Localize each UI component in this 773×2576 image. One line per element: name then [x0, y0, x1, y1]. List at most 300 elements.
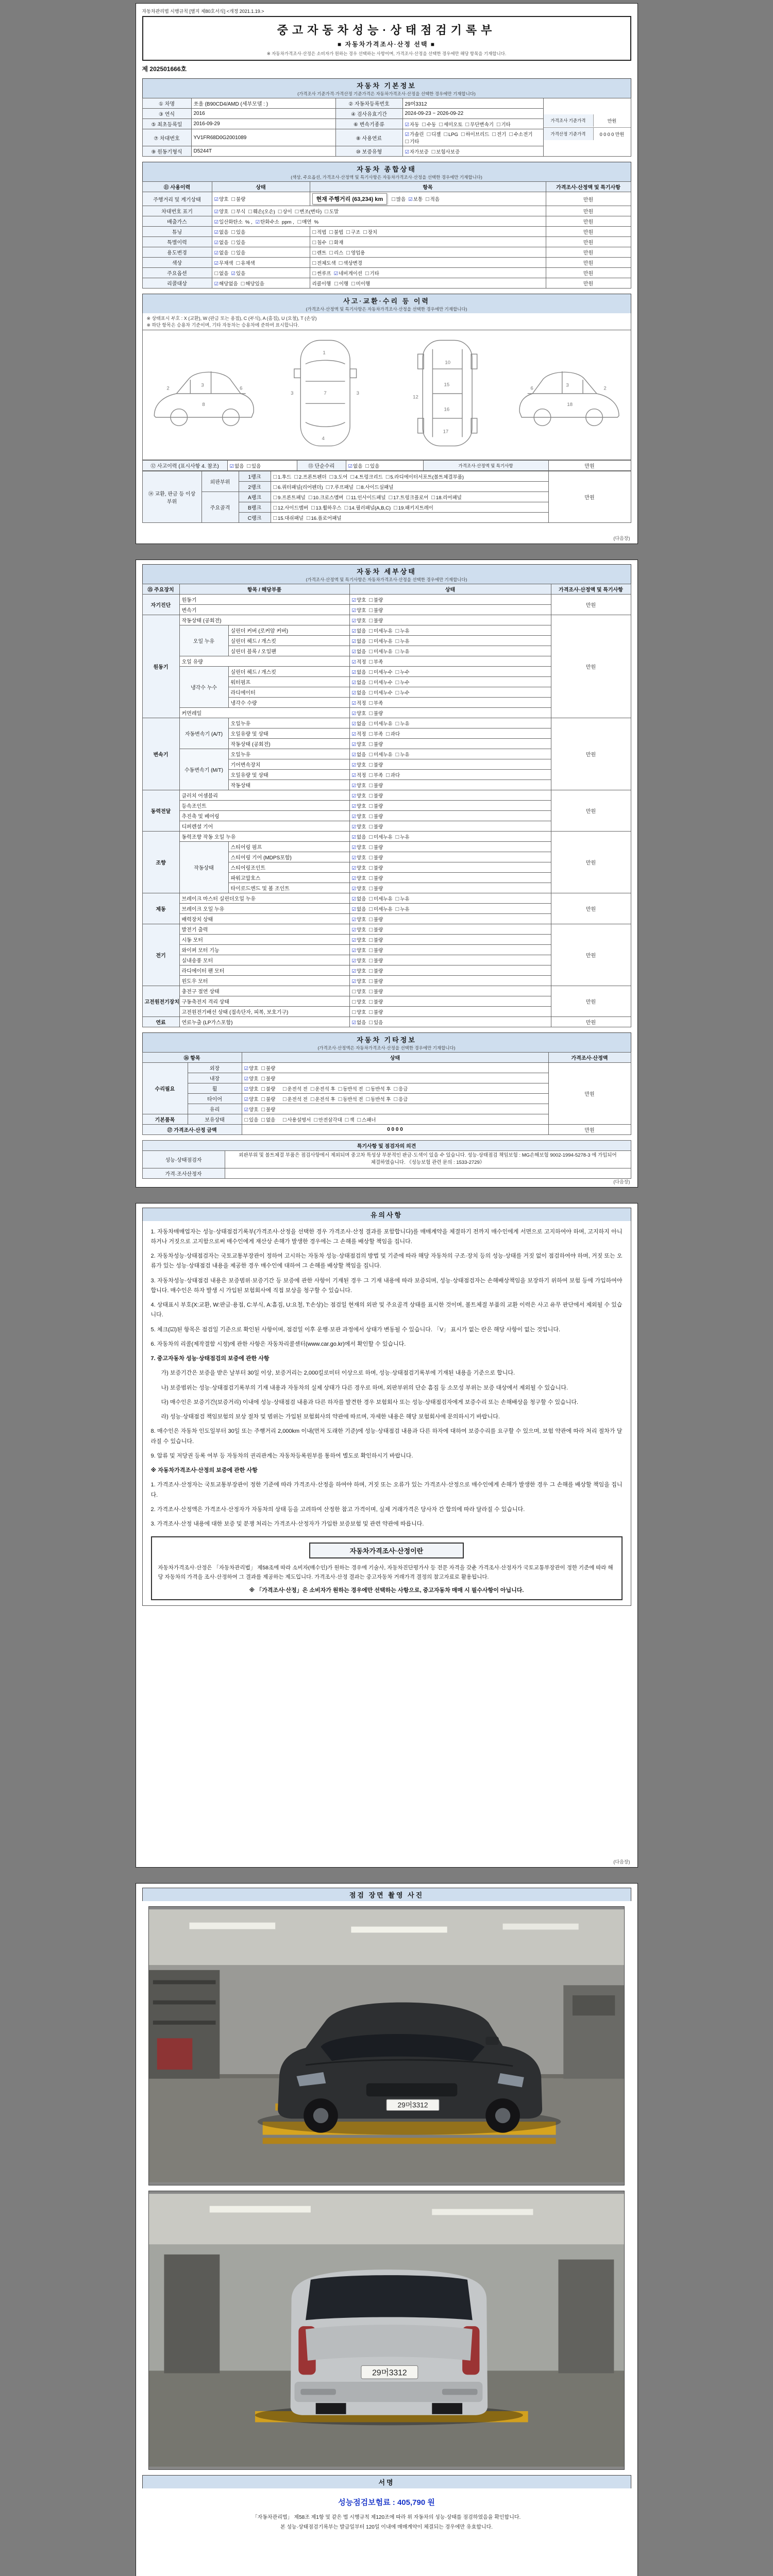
- checkbox-label: 응급: [398, 1096, 408, 1103]
- checkbox-동반석 후[interactable]: [366, 1095, 391, 1103]
- checkbox-상이[interactable]: [278, 208, 292, 215]
- price-cell: 만원: [546, 206, 631, 216]
- checkbox-label: 불량: [373, 927, 383, 933]
- checkbox-누유[interactable]: [395, 648, 410, 655]
- checkbox-불법[interactable]: [329, 228, 343, 235]
- checkbox-양호[interactable]: [352, 957, 366, 964]
- checkbox-미세누유[interactable]: [368, 627, 392, 634]
- checkbox-세미오토[interactable]: [439, 121, 462, 128]
- checked-box-icon: ☑: [351, 659, 357, 665]
- checkbox-적음[interactable]: [425, 195, 440, 202]
- checkbox-기타[interactable]: [405, 138, 419, 145]
- svg-text:6: 6: [530, 385, 533, 392]
- checkbox-label: 동반석 후: [371, 1096, 391, 1103]
- checkbox-동반석 전[interactable]: [338, 1095, 363, 1103]
- checkbox-렌트[interactable]: [312, 249, 327, 256]
- checkbox-불량[interactable]: [368, 957, 383, 964]
- checkbox-label: 없음: [353, 463, 363, 469]
- checkbox-양호[interactable]: [352, 926, 366, 933]
- checkbox-있음[interactable]: [244, 1116, 259, 1123]
- checkbox-색상변경[interactable]: [339, 259, 362, 266]
- state-options: [349, 615, 551, 625]
- checkbox-동반석 전[interactable]: [338, 1085, 363, 1092]
- checkbox-불량[interactable]: [368, 885, 383, 892]
- checkbox-있음[interactable]: [231, 228, 245, 235]
- checkbox-label: 운전석 후: [315, 1096, 335, 1103]
- checkbox-불량[interactable]: [261, 1106, 275, 1113]
- empty-box-icon: ☐: [294, 474, 298, 480]
- checkbox-변조(변타)[interactable]: [295, 208, 322, 215]
- checkbox-화재[interactable]: [329, 239, 343, 246]
- checkbox-안전삼각대[interactable]: [313, 1116, 342, 1123]
- checkbox-양호[interactable]: [214, 208, 229, 215]
- checkbox-없음[interactable]: [352, 668, 366, 675]
- empty-box-icon: ☐: [351, 1009, 357, 1015]
- checkbox-불량[interactable]: [368, 936, 383, 943]
- checkbox-장치[interactable]: [363, 228, 377, 235]
- checkbox-부족[interactable]: [368, 771, 383, 778]
- checkbox-label: 있음: [369, 463, 380, 469]
- state-options: [349, 749, 551, 759]
- checkbox-불량[interactable]: [368, 988, 383, 995]
- checkbox-양호[interactable]: [352, 988, 366, 995]
- checkbox-있음[interactable]: [231, 249, 245, 256]
- svg-text:3: 3: [566, 382, 569, 388]
- checkbox-가솔린[interactable]: [405, 130, 424, 138]
- checkbox-14.필러패널(A,B,C)[interactable]: [344, 504, 391, 511]
- checkbox-있음[interactable]: [231, 239, 245, 246]
- checkbox-양호[interactable]: [352, 874, 366, 882]
- checkbox-전기[interactable]: [492, 130, 506, 138]
- state-options: [212, 227, 310, 237]
- checkbox-응급[interactable]: [394, 1095, 408, 1103]
- field-value: D5244T: [191, 146, 335, 157]
- checkbox-불량[interactable]: [368, 709, 383, 717]
- checkbox-적정[interactable]: [352, 730, 366, 737]
- checkbox-불량[interactable]: [368, 864, 383, 871]
- checkbox-운전석 전[interactable]: [282, 1085, 308, 1092]
- checkbox-양호[interactable]: [352, 977, 366, 985]
- checkbox-label: 양호: [357, 618, 366, 624]
- checkbox-미세누유[interactable]: [368, 720, 392, 727]
- svg-text:3: 3: [291, 390, 294, 396]
- checkbox-양호[interactable]: [352, 885, 366, 892]
- state-options: [349, 873, 551, 883]
- checkbox-양호[interactable]: [352, 843, 366, 851]
- checkbox-없음[interactable]: [352, 679, 366, 686]
- checkbox-미세누유[interactable]: [368, 648, 392, 655]
- checkbox-13.휠하우스[interactable]: [311, 504, 341, 511]
- state-options: [242, 1104, 548, 1114]
- checkbox-6.쿼터패널(리어펜더)[interactable]: [273, 483, 323, 490]
- checkbox-양호[interactable]: [244, 1085, 259, 1092]
- checkbox-label: 무채색: [219, 260, 233, 266]
- checkbox-label: 변조(변타): [299, 209, 322, 215]
- checkbox-수동[interactable]: [422, 121, 436, 128]
- checkbox-운전석 후[interactable]: [310, 1085, 335, 1092]
- checked-box-icon: ☑: [351, 597, 357, 603]
- checkbox-없음[interactable]: [230, 462, 244, 469]
- checkbox-양호[interactable]: [244, 1095, 259, 1103]
- checkbox-하이브리드[interactable]: [461, 130, 489, 138]
- checkbox-19.패키지트레이[interactable]: [393, 504, 433, 511]
- checkbox-양호[interactable]: [244, 1064, 259, 1072]
- checkbox-1.후드[interactable]: [273, 473, 292, 480]
- checkbox-불량[interactable]: [261, 1095, 275, 1103]
- rank-items: [271, 502, 548, 513]
- empty-box-icon: ☐: [338, 1096, 343, 1103]
- checkbox-없음[interactable]: [352, 751, 366, 758]
- checkbox-불량[interactable]: [368, 946, 383, 954]
- checkbox-없음[interactable]: [352, 627, 366, 634]
- checkbox-미세누유[interactable]: [368, 833, 392, 840]
- empty-box-icon: ☐: [261, 1065, 265, 1072]
- checked-box-icon: ☑: [351, 772, 357, 778]
- checkbox-양호[interactable]: [352, 617, 366, 624]
- checkbox-불량[interactable]: [368, 916, 383, 923]
- checkbox-무단변속기[interactable]: [465, 121, 494, 128]
- notice-item: ※ 자동차가격조사·산정의 보증에 관한 사항: [150, 1467, 258, 1473]
- checked-box-icon: ☑: [351, 937, 357, 943]
- checkbox-양호[interactable]: [352, 802, 366, 809]
- checkbox-양호[interactable]: [352, 864, 366, 871]
- checkbox-양호[interactable]: [352, 823, 366, 830]
- checkbox-없음[interactable]: [352, 648, 366, 655]
- checkbox-없음[interactable]: [214, 249, 229, 256]
- checkbox-label: 수소전기: [513, 132, 533, 138]
- checkbox-누유[interactable]: [395, 895, 410, 902]
- checkbox-침수[interactable]: [312, 239, 327, 246]
- checkbox-없음[interactable]: [348, 462, 363, 469]
- checkbox-양호[interactable]: [352, 740, 366, 748]
- checkbox-양호[interactable]: [352, 596, 366, 603]
- checkbox-불량[interactable]: [368, 926, 383, 933]
- checkbox-label: 불량: [373, 968, 383, 974]
- checkbox-구조[interactable]: [346, 228, 360, 235]
- checkbox-17.트렁크플로어[interactable]: [389, 494, 429, 501]
- checkbox-11.인사이드패널[interactable]: [346, 494, 385, 501]
- checkbox-수소전기[interactable]: [509, 130, 532, 138]
- checkbox-없음[interactable]: [214, 269, 229, 277]
- checkbox-많음[interactable]: [391, 195, 406, 202]
- checkbox-미세누수[interactable]: [368, 679, 392, 686]
- checkbox-불량[interactable]: [368, 812, 383, 820]
- checkbox-적정[interactable]: [352, 771, 366, 778]
- checkbox-없음[interactable]: [352, 1019, 366, 1026]
- checkbox-기타[interactable]: [365, 269, 379, 277]
- checkbox-양호[interactable]: [352, 1008, 366, 1015]
- checkbox-label: 미세누유: [373, 628, 393, 634]
- checkbox-3.도어[interactable]: [329, 473, 348, 480]
- checkbox-동반석 후[interactable]: [366, 1085, 391, 1092]
- checkbox-label: 부족: [373, 659, 383, 665]
- checkbox-부족[interactable]: [368, 658, 383, 665]
- checkbox-불량[interactable]: [368, 792, 383, 799]
- checkbox-없음[interactable]: [352, 637, 366, 645]
- checkbox-불량[interactable]: [368, 967, 383, 974]
- checkbox-리스[interactable]: [329, 249, 343, 256]
- checked-box-icon: ☑: [351, 710, 357, 717]
- state-options: [349, 759, 551, 770]
- checkbox-양호[interactable]: [352, 782, 366, 789]
- checkbox-미세누유[interactable]: [368, 751, 392, 758]
- checkbox-훼손(오손)[interactable]: [248, 208, 275, 215]
- column-header: 가격조사·산정액 및 특기사항: [546, 182, 631, 192]
- item-label: 오일유량 및 상태: [228, 770, 349, 780]
- checkbox-무채색[interactable]: [214, 259, 233, 266]
- checkbox-양호[interactable]: [352, 606, 366, 614]
- empty-box-icon: ☐: [405, 139, 410, 145]
- checkbox-탄화수소[interactable]: [256, 218, 279, 225]
- checkbox-9.프론트패널[interactable]: [273, 494, 306, 501]
- checkbox-불량[interactable]: [231, 195, 245, 202]
- inline-text: ppm ,: [281, 219, 294, 225]
- empty-box-icon: ☐: [368, 978, 373, 985]
- checkbox-불량[interactable]: [368, 596, 383, 603]
- checkbox-미이행[interactable]: [351, 280, 370, 287]
- empty-box-icon: ☐: [368, 917, 373, 923]
- item-options: [310, 247, 546, 258]
- checkbox-불량[interactable]: [368, 606, 383, 614]
- empty-box-icon: ☐: [261, 1096, 265, 1103]
- checkbox-불량[interactable]: [368, 977, 383, 985]
- checkbox-부족[interactable]: [368, 699, 383, 706]
- checkbox-8.사이드실패널[interactable]: [356, 483, 394, 490]
- state-options: [242, 1114, 548, 1125]
- checkbox-label: 없음: [357, 721, 366, 727]
- checkbox-양호[interactable]: [352, 967, 366, 974]
- checkbox-양호[interactable]: [244, 1106, 259, 1113]
- checkbox-부식[interactable]: [231, 208, 245, 215]
- empty-box-icon: ☐: [261, 1076, 265, 1082]
- checkbox-전체도색[interactable]: [312, 259, 336, 266]
- rank-label: B랭크: [239, 502, 271, 513]
- checkbox-누유[interactable]: [395, 833, 410, 840]
- item-label: 타이로드엔드 및 볼 조인트: [228, 883, 349, 893]
- empty-box-icon: ☐: [395, 690, 400, 696]
- price-cell: 만원: [551, 1017, 631, 1027]
- item-label: 원동기: [179, 595, 349, 605]
- section-header-misc: [142, 1032, 631, 1052]
- checkbox-미세누수[interactable]: [368, 668, 392, 675]
- checkbox-응급[interactable]: [394, 1085, 408, 1092]
- state-options: [242, 1083, 548, 1094]
- checkbox-유채색[interactable]: [236, 259, 255, 266]
- inspection-photo-lift: [149, 1907, 624, 2185]
- checkbox-적정[interactable]: [352, 658, 366, 665]
- checkbox-없음[interactable]: [352, 720, 366, 727]
- checkbox-미세누유[interactable]: [368, 895, 392, 902]
- checkbox-10.크로스멤버[interactable]: [308, 494, 344, 501]
- notice-item: 나) 보증범위는 성능·상태점검기록부의 기재 내용과 자동차의 실제 상태가 다른 경우로 하며, 외판부위의 단순 흠집 등 소모성 부위는 보증 대상에서 제외될 수 있습니다.: [161, 1384, 568, 1391]
- checkbox-있음[interactable]: [368, 1019, 383, 1026]
- checkbox-없음[interactable]: [214, 228, 229, 235]
- checkbox-label: 부식: [236, 209, 246, 215]
- checkbox-5.라디에이터서포트(볼트체결부품)[interactable]: [385, 473, 464, 480]
- checkbox-불량[interactable]: [368, 802, 383, 809]
- checkbox-적정[interactable]: [352, 699, 366, 706]
- inspection-photo-1: [148, 1906, 625, 2185]
- sub-group-label: 냉각수 누수: [179, 667, 228, 708]
- checkbox-label: 없음: [219, 229, 229, 235]
- checkbox-label: 미세누유: [373, 638, 393, 645]
- checkbox-양호[interactable]: [352, 792, 366, 799]
- checkbox-불량[interactable]: [368, 782, 383, 789]
- checkbox-label: 불량: [265, 1086, 276, 1092]
- checkbox-누수[interactable]: [395, 668, 410, 675]
- checkbox-잭[interactable]: [345, 1116, 355, 1123]
- checkbox-group: [402, 129, 543, 146]
- checkbox-12.사이드멤버[interactable]: [273, 504, 309, 511]
- checkbox-label: 누유: [400, 628, 410, 634]
- checkbox-사용설명서[interactable]: [282, 1116, 311, 1123]
- checkbox-누유[interactable]: [395, 751, 410, 758]
- checkbox-불량[interactable]: [368, 843, 383, 851]
- inline-text: 리콜이행: [312, 281, 331, 287]
- detail-condition-table: [142, 584, 631, 1027]
- svg-text:12: 12: [413, 394, 418, 400]
- checkbox-없음[interactable]: [352, 833, 366, 840]
- empty-box-icon: ☐: [368, 958, 373, 964]
- checkbox-누유[interactable]: [395, 627, 410, 634]
- checkbox-label: 누유: [400, 834, 410, 840]
- checkbox-label: 양호: [357, 917, 366, 923]
- checkbox-운전석 후[interactable]: [310, 1095, 335, 1103]
- price-appraisal-explain-box: [151, 1536, 623, 1600]
- checked-box-icon: ☑: [351, 752, 357, 758]
- checkbox-누수[interactable]: [395, 689, 410, 696]
- checkbox-없음[interactable]: [352, 895, 366, 902]
- checkbox-미세누유[interactable]: [368, 637, 392, 645]
- checkbox-미세누수[interactable]: [368, 689, 392, 696]
- checked-box-icon: ☑: [231, 270, 236, 277]
- checkbox-양호[interactable]: [352, 854, 366, 861]
- checkbox-불량[interactable]: [368, 998, 383, 1005]
- checkbox-누유[interactable]: [395, 720, 410, 727]
- checkbox-불량[interactable]: [368, 823, 383, 830]
- checkbox-자동[interactable]: [405, 121, 419, 128]
- notice-item: 4. 상태표시 부호(X:교환, W:판금·용접, C:부식, A:흠집, U:요철, T:손상)는 점검일 현재의 외판 및 주요골격 상태를 표시한 것이며, 볼트체결 부품의 교환 이력은 사고 유무 판단에서 제외될 수 있습니다.: [150, 1302, 623, 1318]
- checkbox-양호[interactable]: [352, 946, 366, 954]
- checkbox-있음[interactable]: [365, 462, 379, 469]
- checkbox-15.대쉬패널[interactable]: [273, 514, 304, 521]
- checkbox-양호[interactable]: [352, 998, 366, 1005]
- checkbox-자가보증[interactable]: [405, 148, 429, 155]
- checkbox-해당없음[interactable]: [214, 280, 238, 287]
- checkbox-없음[interactable]: [352, 689, 366, 696]
- checkbox-스패너[interactable]: [357, 1116, 376, 1123]
- checkbox-불량[interactable]: [261, 1085, 275, 1092]
- checkbox-label: 양호: [357, 607, 366, 614]
- checkbox-해당있음[interactable]: [241, 280, 264, 287]
- checkbox-있음[interactable]: [246, 462, 261, 469]
- checkbox-없음[interactable]: [214, 239, 229, 246]
- checkbox-불량[interactable]: [261, 1064, 275, 1072]
- checkbox-양호[interactable]: [352, 936, 366, 943]
- checkbox-과다[interactable]: [385, 730, 400, 737]
- checkbox-과다[interactable]: [385, 771, 400, 778]
- checkbox-2.프론트펜더[interactable]: [294, 473, 326, 480]
- svg-text:1: 1: [323, 350, 326, 356]
- checkbox-7.루프패널[interactable]: [326, 483, 354, 490]
- checkbox-양호[interactable]: [352, 709, 366, 717]
- empty-box-icon: ☐: [368, 886, 373, 892]
- checkbox-기타[interactable]: [496, 121, 511, 128]
- checkbox-label: 동반석 전: [343, 1086, 363, 1092]
- checkbox-label: 전기: [496, 132, 507, 138]
- checkbox-매연[interactable]: [297, 218, 312, 225]
- checkbox-운전석 전[interactable]: [282, 1095, 308, 1103]
- checkbox-디젤[interactable]: [427, 130, 441, 138]
- checkbox-불량[interactable]: [368, 854, 383, 861]
- checkbox-미세누유[interactable]: [368, 905, 392, 912]
- checkbox-label: 불량: [373, 597, 383, 603]
- checkbox-불량[interactable]: [368, 740, 383, 748]
- state-options: [349, 904, 551, 914]
- checkbox-영업용[interactable]: [346, 249, 365, 256]
- checkbox-적법[interactable]: [312, 228, 327, 235]
- checkbox-불량[interactable]: [368, 874, 383, 882]
- checkbox-불량[interactable]: [368, 761, 383, 768]
- checkbox-label: 양호: [357, 865, 366, 871]
- checkbox-18.리어패널[interactable]: [431, 494, 461, 501]
- checked-box-icon: ☑: [351, 741, 357, 748]
- checked-box-icon: ☑: [244, 1065, 249, 1072]
- empty-box-icon: ☐: [443, 132, 448, 138]
- checkbox-있음[interactable]: [231, 269, 245, 277]
- checkbox-양호[interactable]: [214, 195, 229, 202]
- checked-box-icon: ☑: [351, 886, 357, 892]
- state-options: [212, 192, 310, 206]
- item-label: 배력장치 상태: [179, 914, 349, 924]
- checkbox-네비게이션[interactable]: [334, 269, 362, 277]
- checkbox-부족[interactable]: [368, 730, 383, 737]
- checkbox-label: 양호: [357, 1009, 366, 1015]
- checkbox-불량[interactable]: [368, 617, 383, 624]
- checkbox-불량[interactable]: [261, 1075, 275, 1082]
- checkbox-도말[interactable]: [324, 208, 339, 215]
- checkbox-양호[interactable]: [352, 812, 366, 820]
- checkbox-양호[interactable]: [244, 1075, 259, 1082]
- checkbox-4.트렁크리드[interactable]: [350, 473, 382, 480]
- checkbox-누유[interactable]: [395, 905, 410, 912]
- svg-text:6: 6: [239, 385, 242, 392]
- checkbox-label: 불량: [265, 1076, 276, 1082]
- checkbox-양호[interactable]: [352, 761, 366, 768]
- checkbox-일산화탄소[interactable]: [214, 218, 243, 225]
- checkbox-보통[interactable]: [408, 195, 423, 202]
- checkbox-label: 일산화탄소: [219, 219, 243, 225]
- checkbox-양호[interactable]: [352, 916, 366, 923]
- checkbox-누유[interactable]: [395, 637, 410, 645]
- checkbox-썬루프[interactable]: [312, 269, 331, 277]
- checkbox-보험사보증[interactable]: [431, 148, 460, 155]
- checkbox-누수[interactable]: [395, 679, 410, 686]
- checkbox-없음[interactable]: [352, 905, 366, 912]
- svg-text:18: 18: [567, 401, 573, 408]
- column-header: 항목: [310, 182, 546, 192]
- empty-box-icon: ☐: [273, 495, 278, 501]
- checkbox-없음[interactable]: [261, 1116, 275, 1123]
- checkbox-불량[interactable]: [368, 1008, 383, 1015]
- checkbox-이행[interactable]: [334, 280, 348, 287]
- empty-box-icon: ☐: [346, 229, 350, 235]
- checkbox-label: 1.후드: [278, 474, 292, 480]
- checkbox-LPG[interactable]: [443, 132, 458, 138]
- checkbox-16.플로어패널[interactable]: [306, 514, 342, 521]
- checked-box-icon: ☑: [351, 638, 357, 645]
- checkbox-label: 미세누유: [373, 721, 393, 727]
